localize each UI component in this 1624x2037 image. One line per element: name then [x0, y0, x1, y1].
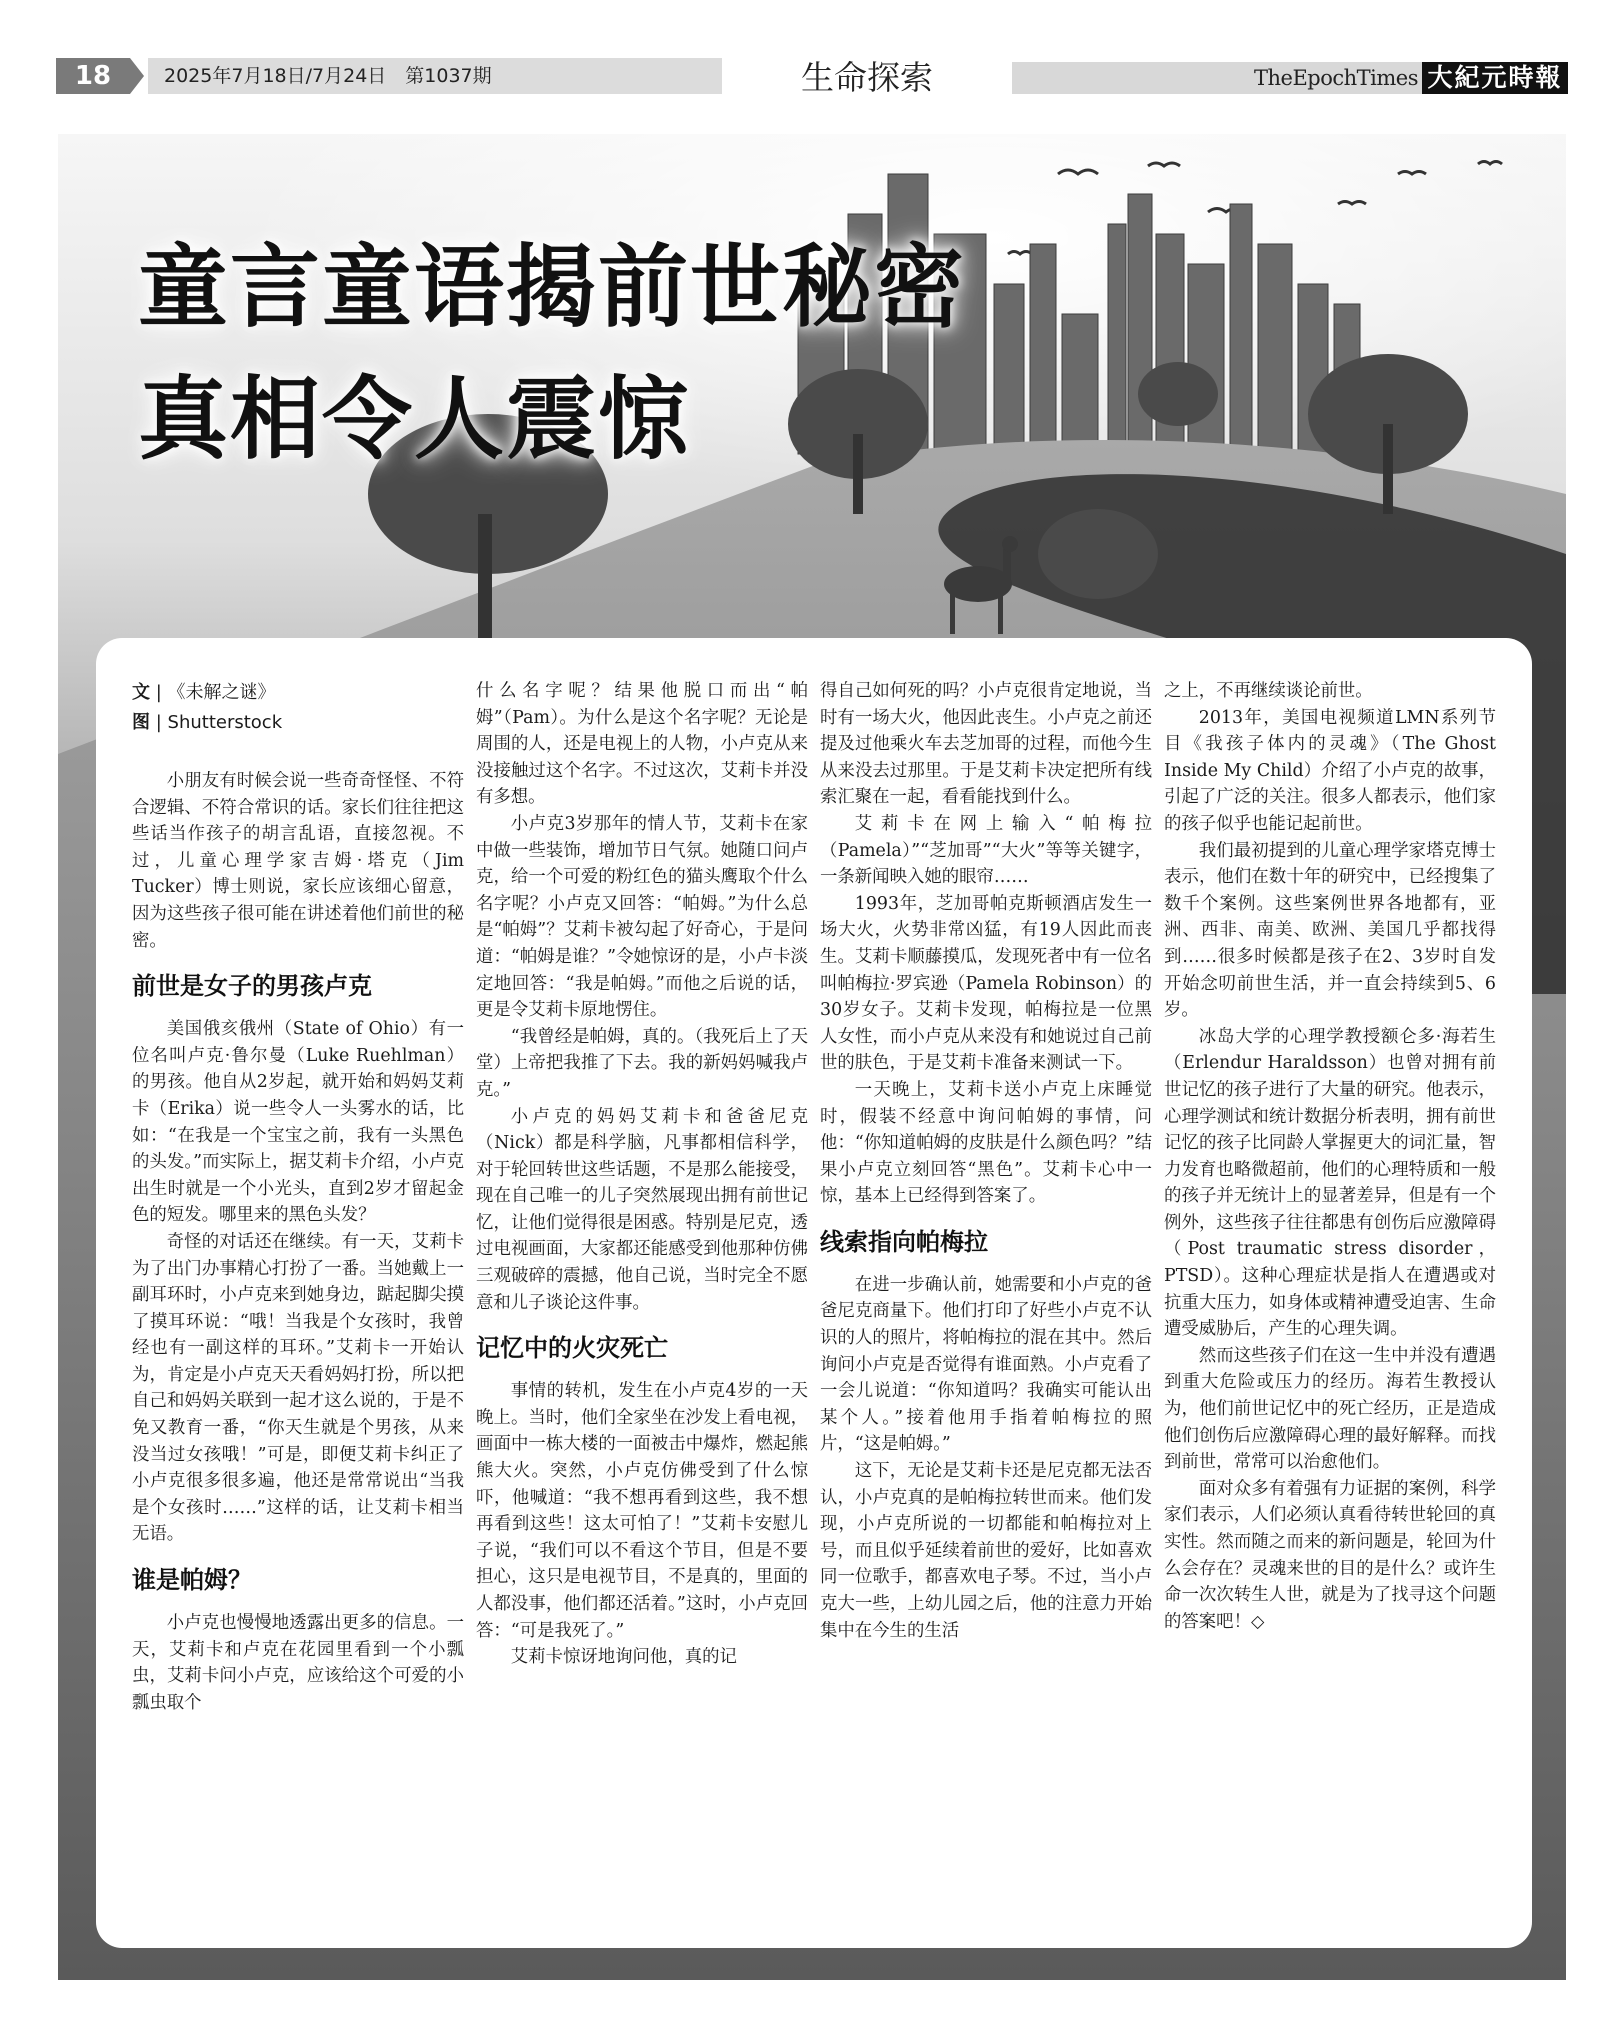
paragraph: “我曾经是帕姆，真的。（我死后上了天堂）上帝把我推了下去。我的新妈妈喊我卢克。”: [476, 1026, 808, 1100]
paragraph: 什么名字呢？结果他脱口而出“帕姆”（Pam）。为什么是这个名字呢？无论是周围的人，还是电视上的人物，小卢克从来没接触过这个名字。不过这次，艾莉卡并没有多想。: [476, 681, 808, 808]
byline-text-label: 文: [132, 682, 150, 703]
article-column-1: [132, 678, 464, 1716]
paragraph: 我们最初提到的儿童心理学家塔克博士表示，他们在数十年的研究中，已经搜集了数千个案例。这些案例世界各地都有，亚洲、西非、南美、欧洲、美国几乎都找得到……很多时候都是孩子在2、3岁时自发开始念叨前世生活，并一直会持续到5、6岁。: [1164, 840, 1496, 1021]
masthead-logo: 大紀元時報: [1422, 62, 1568, 94]
headline-line-1: 童言童语揭前世秘密: [138, 235, 966, 340]
paragraph: 这下，无论是艾莉卡还是尼克都无法否认，小卢克真的是帕梅拉转世而来。他们发现，小卢克所说的一切都能和帕梅拉对上号，而且似乎延续着前世的爱好，比如喜欢同一位歌手，都喜欢电子琴。不过，当小卢克大一些，上幼儿园之后，他的注意力开始集中在今生的生活: [820, 1461, 1152, 1641]
publication-bar: [962, 62, 1568, 94]
paragraph: 得自己如何死的吗？小卢克很肯定地说，当时有一场大火，他因此丧生。小卢克之前还提及过他乘火车去芝加哥的过程，而他今生从来没去过那里。于是艾莉卡决定把所有线索汇聚在一起，看看能找到什么。: [820, 681, 1152, 808]
byline: 文 | 《未解之谜》 图 | Shutterstock: [132, 682, 283, 733]
headline: [138, 222, 966, 486]
paragraph: 冰岛大学的心理学教授额仑多·海若生（Erlendur Haraldsson）也曾对拥有前世记忆的孩子进行了大量的研究。他表示，心理学测试和统计数据分析表明，拥有前世记忆的孩子比同龄人掌握更大的词汇量，智力发育也略微超前，他们的心理特质和一般的孩子并无统计上的显著差异，但是有一个例外，这些孩子往往都患有创伤后应激障碍（Post traumatic stress disorder，PTSD）。这种心理症状是指人在遭遇或对抗重大压力，如身体或精神遭受迫害、生命遭受威胁后，产生的心理失调。: [1164, 1026, 1496, 1340]
paragraph: 2013年，美国电视频道LMN系列节目《我孩子体内的灵魂》（The Ghost Inside My Child）介绍了小卢克的故事，引起了广泛的关注。很多人都表示，他们家的孩子似乎也能记起前世。: [1164, 707, 1496, 834]
article-column-4: [1164, 678, 1496, 1635]
subheading-luke: 前世是女子的男孩卢克: [132, 972, 372, 1001]
page-header: [56, 58, 1568, 98]
paragraph: 小卢克也慢慢地透露出更多的信息。一天，艾莉卡和卢克在花园里看到一个小瓢虫，艾莉卡问小卢克，应该给这个可爱的小瓢虫取个: [132, 1613, 464, 1713]
paragraph: 然而这些孩子们在这一生中并没有遭遇到重大危险或压力的经历。海若生教授认为，他们前世记忆中的死亡经历，正是造成他们创伤后应激障碍心理的最好解释。而找到前世，常常可以治愈他们。: [1164, 1345, 1496, 1473]
paragraph: 艾莉卡惊讶地询问他，真的记: [510, 1647, 737, 1668]
paragraph: 美国俄亥俄州（State of Ohio）有一位名叫卢克·鲁尔曼（Luke Ruehlman）的男孩。他自从2岁起，就开始和妈妈艾莉卡（Erika）说一些令人一头雾水的话，比如：“在我是一个宝宝之前，我有一头黑色的头发。”而实际上，据艾莉卡介绍，小卢克出生时就是一个小光头，直到2岁才留起金色的短发。哪里来的黑色头发？: [132, 1019, 464, 1226]
headline-line-2: 真相令人震惊: [138, 367, 690, 472]
paragraph: 小朋友有时候会说一些奇奇怪怪、不符合逻辑、不符合常识的话。家长们往往把这些话当作孩子的胡言乱语，直接忽视。不过，儿童心理学家吉姆·塔克（Jim Tucker）博士则说，家长应该细心留意，因为这些孩子很可能在讲述着他们前世的秘密。: [132, 771, 464, 951]
paragraph: 在进一步确认前，她需要和小卢克的爸爸尼克商量下。他们打印了好些小卢克不认识的人的照片，将帕梅拉的混在其中。然后询问小卢克是否觉得有谁面熟。小卢克看了一会儿说道：“你知道吗？我确实可能认出某个人。”接着他用手指着帕梅拉的照片，“这是帕姆。”: [820, 1274, 1152, 1455]
issue-date: 2025年7月18日/7月24日 第1037期: [148, 58, 722, 94]
subheading-pam: 谁是帕姆？: [132, 1566, 252, 1595]
byline-text-source: 《未解之谜》: [167, 682, 276, 703]
paragraph: 艾莉卡在网上输入“帕梅拉（Pamela）”“芝加哥”“大火”等等关键字，一条新闻映入她的眼帘……: [820, 813, 1152, 888]
subheading-fire: 记忆中的火灾死亡: [476, 1334, 668, 1363]
paragraph: 之上，不再继续谈论前世。: [1164, 681, 1373, 701]
article-panel: [96, 638, 1532, 1948]
paragraph: 一天晚上，艾莉卡送小卢克上床睡觉时，假装不经意中询问帕姆的事情，问他：“你知道帕姆的皮肤是什么颜色吗？”结果小卢克立刻回答“黑色”。艾莉卡心中一惊，基本上已经得到答案了。: [820, 1079, 1152, 1207]
byline-image-source: Shutterstock: [167, 712, 283, 733]
article-column-3: [820, 678, 1152, 1644]
subheading-clue: 线索指向帕梅拉: [820, 1227, 988, 1256]
publication-name-en: TheEpochTimes: [1253, 66, 1418, 90]
paragraph: 小卢克3岁那年的情人节，艾莉卡在家中做一些装饰，增加节日气氛。她随口问卢克，给一个可爱的粉红色的猫头鹰取个什么名字呢？小卢克又回答：“帕姆。”为什么总是“帕姆”？艾莉卡被勾起了好奇心，于是问道：“帕姆是谁？”令她惊讶的是，小卢卡淡定地回答：“我是帕姆。”而他之后说的话，更是令艾莉卡原地愣住。: [476, 813, 808, 1021]
paragraph: 1993年，芝加哥帕克斯顿酒店发生一场大火，火势非常凶猛，有19人因此而丧生。艾莉卡顺藤摸瓜，发现死者中有一位名叫帕梅拉·罗宾逊（Pamela Robinson）的30岁女子。艾莉卡发现，帕梅拉是一位黑人女性，而小卢克从来没有和她说过自己前世的肤色，于是艾莉卡准备来测试一下。: [820, 893, 1152, 1074]
article-column-2: [476, 678, 808, 1671]
page-number: 18: [56, 58, 130, 94]
paragraph: 小卢克的妈妈艾莉卡和爸爸尼克（Nick）都是科学脑，凡事都相信科学，对于轮回转世这些话题，不是那么能接受，现在自己唯一的儿子突然展现出拥有前世记忆，让他们觉得很是困惑。特别是尼克，透过电视画面，大家都还能感受到他那种仿佛三观破碎的震撼，他自己说，当时完全不愿意和儿子谈论这件事。: [476, 1106, 808, 1313]
byline-image-label: 图: [132, 712, 150, 733]
paragraph: 奇怪的对话还在继续。有一天，艾莉卡为了出门办事精心打扮了一番。当她戴上一副耳环时，小卢克来到她身边，踮起脚尖摸了摸耳环说：“哦！当我是个女孩时，我曾经也有一副这样的耳环。”艾莉卡一开始认为，肯定是小卢克天天看妈妈打扮，所以把自己和妈妈关联到一起才这么说的，于是不免又教育一番，“你天生就是个男孩，从来没当过女孩哦！”可是，即便艾莉卡纠正了小卢克很多很多遍，他还是常常说出“当我是个女孩时……”这样的话，让艾莉卡相当无语。: [132, 1231, 464, 1545]
paragraph: 面对众多有着强有力证据的案例，科学家们表示，人们必须认真看待转世轮回的真实性。然而随之而来的新问题是，轮回为什么会存在？灵魂来世的目的是什么？或许生命一次次转生人世，就是为了找寻这个问题的答案吧！◇: [1164, 1478, 1496, 1632]
paragraph: 事情的转机，发生在小卢克4岁的一天晚上。当时，他们全家坐在沙发上看电视，画面中一栋大楼的一面被击中爆炸，燃起熊熊大火。突然，小卢克仿佛受到了什么惊吓，他喊道：“我不想再看到这些，我不想再看到这些！这太可怕了！”艾莉卡安慰儿子说，“我们可以不看这个节目，但是不要担心，这只是电视节目，不是真的，里面的人都没事，他们都还活着。”这时，小卢克回答：“可是我死了。”: [476, 1381, 808, 1641]
section-title: 生命探索: [722, 58, 1012, 98]
